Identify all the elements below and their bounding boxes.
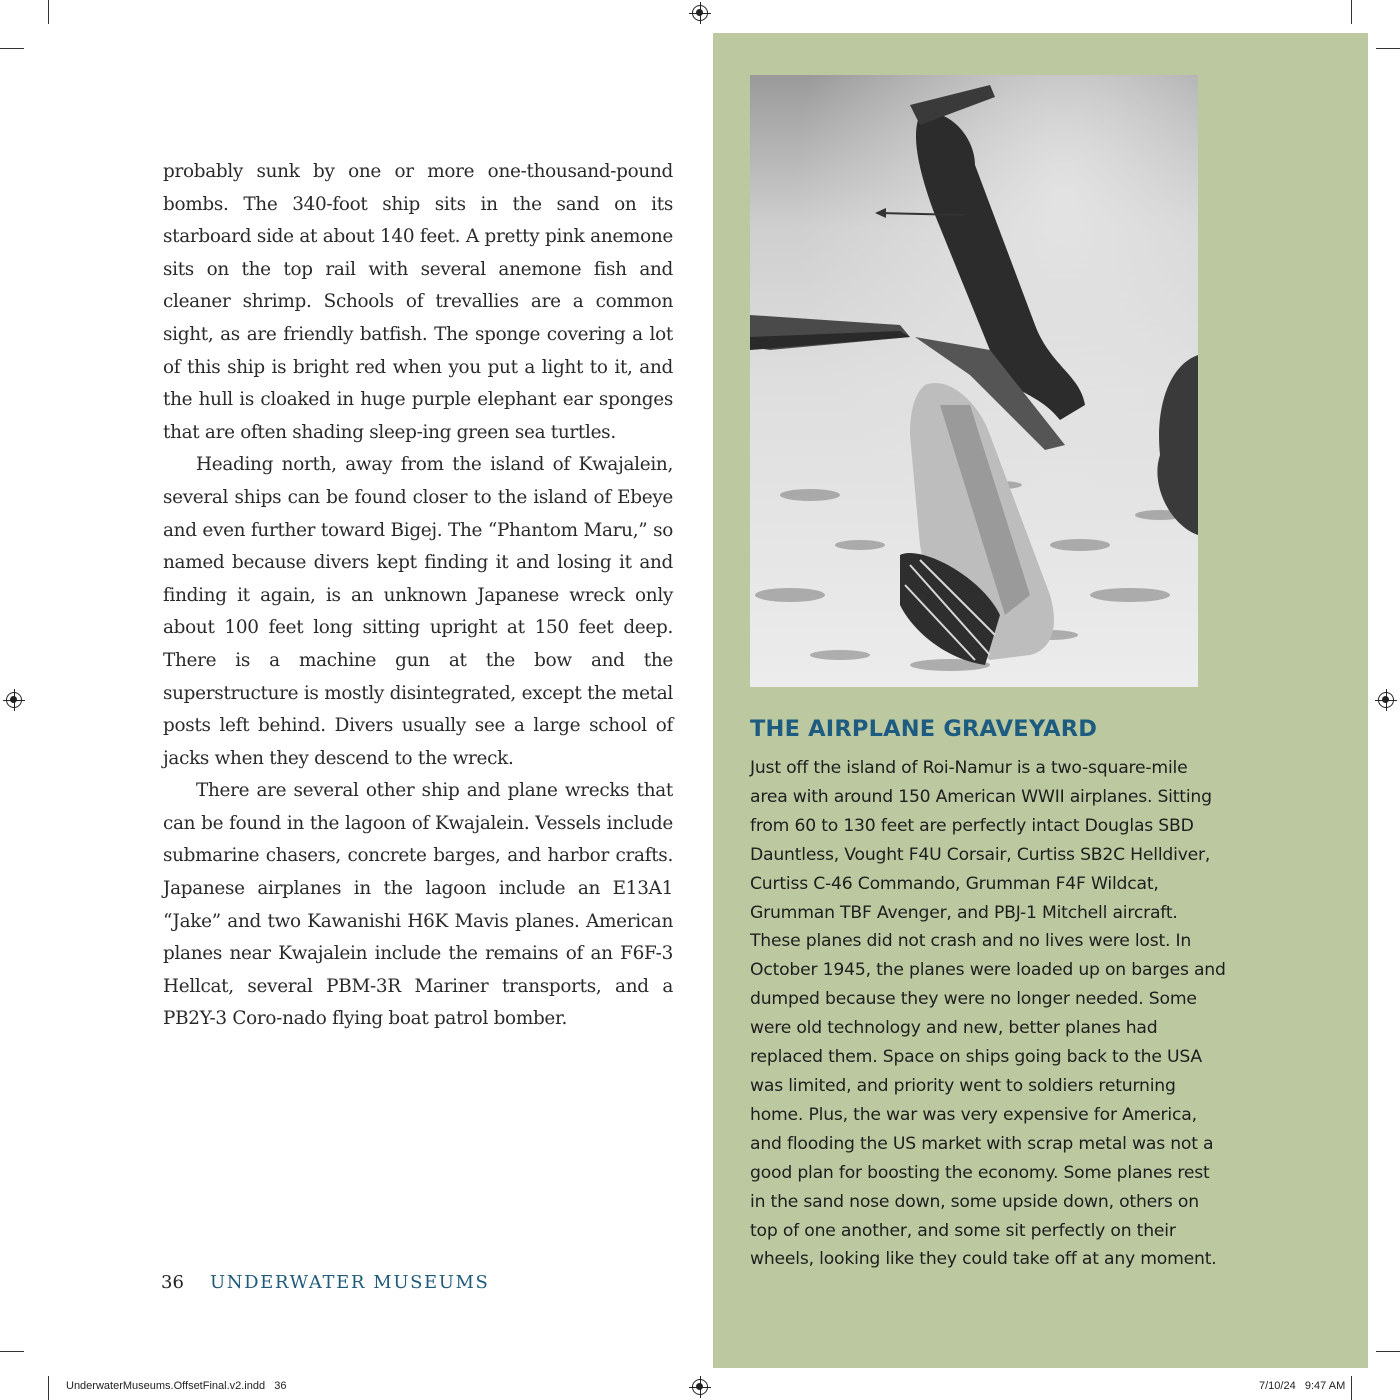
crop-mark — [48, 0, 49, 24]
page-number: 36 — [161, 1272, 184, 1293]
crop-mark — [1376, 48, 1400, 49]
crop-mark — [0, 48, 24, 49]
body-paragraph: There are several other ship and plane wrecks that can be found in the lagoon of Kwajalein. Vessels include submarine chasers, concrete barges, and harbor crafts. Japanese airplanes in the lagoon include an E13A1 “Jake” and two Kawanishi H6K Mavis planes. American planes near Kwajalein include the remains of an F6F-3 Hellcat, several PBM-3R Mariner transports, and a PB2Y-3 Coro-nado flying boat patrol bomber. — [163, 780, 673, 1030]
body-paragraph: Heading north, away from the island of Kwajalein, several ships can be found closer to the island of Ebeye and even further toward Bigej. The “Phantom Maru,” so named because divers kept finding it and losing it and finding it again, is an unknown Japanese wreck only about 100 feet long sitting upright at 150 feet deep. There is a machine gun at the bow and the superstructure is mostly disintegrated, except the metal posts left behind. Divers usually see a large school of jacks when they descend to the wreck. — [163, 454, 673, 769]
sidebar-title: THE AIRPLANE GRAVEYARD — [750, 716, 1098, 742]
registration-mark-icon — [6, 692, 22, 708]
slug-file-info: UnderwaterMuseums.OffsetFinal.v2.indd 36 — [66, 1380, 287, 1392]
airplane-wreck-illustration — [750, 75, 1198, 687]
airplane-wreck-photo — [750, 75, 1198, 687]
body-paragraph: probably sunk by one or more one-thousand-pound bombs. The 340-foot ship sits in the sand on its starboard side at about 140 feet. A pretty pink anemone sits on the top rail with several anemone fish and cleaner shrimp. Schools of trevallies are a common sight, as are friendly batfish. The sponge covering a lot of this ship is bright red when you put a light to it, and the hull is cloaked in huge purple elephant ear sponges that are often shading sleep-ing green sea turtles. — [163, 161, 673, 443]
crop-mark — [48, 1376, 49, 1400]
registration-mark-icon — [692, 1379, 708, 1395]
crop-mark — [1351, 1376, 1352, 1400]
crop-mark — [1351, 0, 1352, 24]
slug-timestamp: 7/10/24 9:47 AM — [1259, 1380, 1346, 1392]
sidebar-box — [713, 33, 1368, 1368]
registration-mark-icon — [1378, 692, 1394, 708]
sidebar-body-text: Just off the island of Roi-Namur is a two-square-mile area with around 150 American WWII airplanes. Sitting from 60 to 130 feet are perfectly intact Douglas SBD Dauntless, Vought F4U Corsair, Curtiss SB2C Helldiver, Curtiss C-46 Commando, Grumman F4F Wildcat, Grumman TBF Avenger, and PBJ-1 Mitchell aircraft. These planes did not crash and no lives were lost. In October 1945, the planes were loaded up on barges and dumped because they were no longer needed. Some were old technology and new, better planes had replaced them. Space on ships going back to the USA was limited, and priority went to soldiers returning home. Plus, the war was very expensive for America, and flooding the US market with scrap metal was not a good plan for boosting the economy. Some planes rest in the sand nose down, some upside down, others on top of one another, and some sit perfectly on their wheels, looking like they could take off at any moment. — [750, 758, 1226, 1270]
crop-mark — [1376, 1351, 1400, 1352]
body-text — [163, 156, 673, 1036]
running-head: UNDERWATER MUSEUMS — [210, 1272, 490, 1293]
crop-mark — [0, 1351, 24, 1352]
registration-mark-icon — [692, 5, 708, 21]
